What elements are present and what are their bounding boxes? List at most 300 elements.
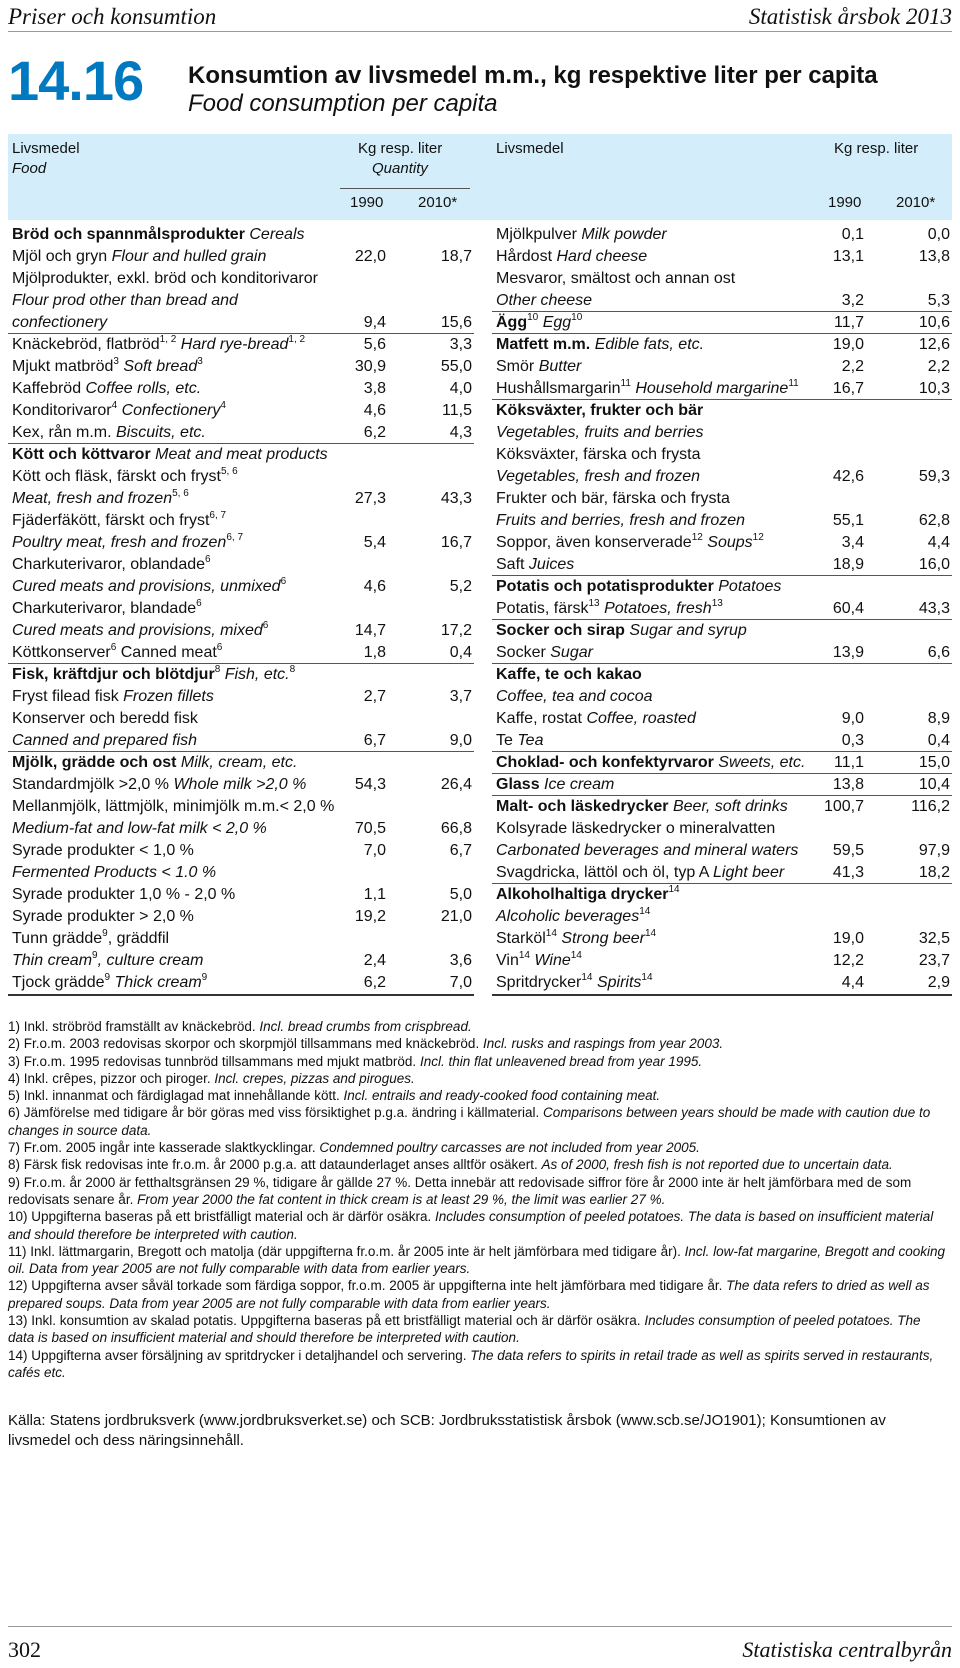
- label-sv: Kött och fläsk, färskt och fryst: [12, 468, 221, 485]
- table-row: [8, 290, 474, 312]
- table-row: [492, 576, 952, 598]
- row-label: [12, 466, 238, 488]
- table-row: [8, 796, 474, 818]
- page-header: [8, 0, 952, 32]
- label-sv: Knäckebröd, flatbröd: [12, 336, 160, 353]
- value-2010: 15,6: [440, 314, 472, 331]
- footnote-ref: 13: [588, 598, 600, 609]
- label-en: Meat and meat products: [155, 446, 328, 463]
- row-label: [12, 554, 211, 576]
- value-1990: 3,4: [841, 534, 864, 551]
- value-1990: 11,1: [834, 754, 864, 771]
- label-en-cont: , culture cream: [97, 952, 204, 969]
- table-row: [492, 422, 952, 444]
- footnote-ref: 12: [752, 532, 764, 543]
- value-1990: 4,6: [363, 578, 386, 595]
- row-label: [496, 686, 653, 708]
- value-2010: 15,0: [918, 754, 950, 771]
- table-row: [8, 950, 474, 972]
- footnote: [8, 1018, 948, 1035]
- value-1990: 6,2: [363, 974, 386, 991]
- table-row: [8, 224, 474, 246]
- footnote-sv: 14) Uppgifterna avser försäljning av spritdrycker i detaljhandel och servering.: [8, 1347, 467, 1363]
- row-label: [12, 576, 286, 598]
- row-label: [496, 752, 805, 774]
- footnote-ref: 11: [620, 378, 631, 389]
- row-label: [12, 334, 305, 356]
- value-1990: 70,5: [354, 820, 386, 837]
- row-label: [496, 224, 667, 246]
- value-1990: 19,0: [832, 336, 864, 353]
- table-row: [8, 356, 474, 378]
- table-row: [492, 796, 952, 818]
- footnote-ref: 5, 6: [172, 488, 189, 499]
- value-2010: 10,4: [918, 776, 950, 793]
- value-1990: 0,3: [841, 732, 864, 749]
- row-label: [496, 356, 581, 378]
- value-2010: 7,0: [449, 974, 472, 991]
- row-label: [12, 950, 203, 972]
- value-1990: 5,4: [363, 534, 386, 551]
- value-2010: 3,3: [449, 336, 472, 353]
- page-number: 302: [8, 1637, 41, 1662]
- footnote: [8, 1070, 948, 1087]
- row-label: [496, 818, 775, 840]
- table-row: [492, 774, 952, 796]
- row-label: [12, 928, 169, 950]
- label-en: Beer, soft drinks: [672, 798, 788, 815]
- row-label: [12, 862, 216, 884]
- row-label: [12, 312, 107, 334]
- value-1990: 13,9: [832, 644, 864, 661]
- label-sv: Köksväxter, frukter och bär: [496, 402, 704, 419]
- value-1990: 6,7: [363, 732, 386, 749]
- value-2010: 32,5: [918, 930, 950, 947]
- footnote-ref: 3: [197, 356, 203, 367]
- label-en: Sugar: [550, 644, 593, 661]
- row-label: [12, 510, 226, 532]
- col-year-2010-right: 2010*: [896, 194, 936, 211]
- footnote-en: The data refers to dried as well as prepared soups. Data from year 2005 are not fully comparable with data from earlier years.: [8, 1278, 930, 1311]
- footnote-ref: 13: [711, 598, 723, 609]
- footnote-ref: 6: [196, 598, 202, 609]
- footnote-ref: 6, 7: [226, 532, 244, 543]
- value-2010: 43,3: [918, 600, 950, 617]
- col-year-2010: 2010*: [418, 194, 458, 211]
- table-row: [8, 752, 474, 774]
- label-en: Flour and hulled grain: [111, 248, 267, 265]
- row-label: [496, 466, 700, 488]
- label-en: Medium-fat and low-fat milk < 2,0 %: [12, 820, 267, 837]
- footnote-en: Incl. bread crumbs from crispbread.: [259, 1019, 472, 1034]
- value-2010: 6,6: [927, 644, 950, 661]
- table-row: [492, 752, 952, 774]
- table-row: [8, 510, 474, 532]
- label-sv: Köttkonserver: [12, 644, 111, 661]
- value-2010: 6,7: [449, 842, 472, 859]
- row-label: [12, 488, 189, 510]
- col-year-1990: 1990: [350, 194, 384, 211]
- row-label: [12, 378, 201, 400]
- row-label: [496, 312, 582, 334]
- table-row: [492, 356, 952, 378]
- label-sv: Tunn grädde: [12, 930, 103, 947]
- table-row: [8, 312, 474, 334]
- footnote-ref: 3: [113, 356, 119, 367]
- value-1990: 2,4: [363, 952, 386, 969]
- table-row: [8, 620, 474, 642]
- label-sv: Alkoholhaltiga drycker: [496, 886, 669, 903]
- footnote-ref: 10: [571, 312, 583, 323]
- footnote-en: Incl. low-fat margarine, Bregott and cooking oil. Data from year 2005 are not fully comparable with data from earlier years.: [8, 1243, 945, 1277]
- footnote: [8, 1156, 948, 1173]
- value-2010: 4,0: [449, 380, 472, 397]
- footnote-ref: 11: [788, 378, 799, 389]
- label-sv: Spritdrycker: [496, 974, 582, 991]
- row-label: [12, 752, 297, 774]
- label-en: Fermented Products < 1.0 %: [12, 864, 217, 881]
- table-row: [492, 620, 952, 642]
- label-sv: Bröd och spannmålsprodukter: [12, 226, 245, 243]
- value-1990: 4,4: [841, 974, 864, 991]
- label-sv: Syrade produkter > 2,0 %: [12, 908, 194, 925]
- table-row: [492, 972, 952, 994]
- col-food-en: Food: [12, 160, 47, 177]
- table-row: [8, 400, 474, 422]
- footnote: [8, 1035, 948, 1052]
- row-label: [12, 290, 238, 312]
- label-en: Coffee, tea and cocoa: [496, 688, 653, 705]
- table-row: [8, 532, 474, 554]
- label-sv: Tjock grädde: [12, 974, 105, 991]
- footnote-sv: 3) Fr.o.m. 1995 redovisas tunnbröd tillsammans med mjukt matbröd.: [8, 1053, 417, 1069]
- row-label: [12, 620, 268, 642]
- row-label: [12, 532, 243, 554]
- table-row: [492, 312, 952, 334]
- header-divider-left: [340, 188, 470, 189]
- section-title: Priser och konsumtion: [8, 4, 217, 29]
- label-en: Whole milk >2,0 %: [173, 776, 307, 793]
- row-label: [496, 774, 614, 796]
- label-en: Fish, etc.: [224, 666, 290, 683]
- footnote-en: Comparisons between years should be made with caution due to changes in source data.: [8, 1105, 931, 1138]
- value-1990: 55,1: [832, 512, 864, 529]
- value-2010: 97,9: [918, 842, 950, 859]
- label-en: Thick cream: [114, 974, 202, 991]
- footnote-ref: 1, 2: [159, 334, 177, 345]
- value-1990: 3,2: [841, 292, 864, 309]
- label-en: Vegetables, fruits and berries: [496, 424, 704, 441]
- label-sv: Kött och köttvaror: [12, 446, 151, 463]
- label-en: Ice cream: [544, 776, 615, 793]
- row-label: [496, 268, 735, 290]
- table-row: [492, 862, 952, 884]
- footnote: [8, 1208, 948, 1243]
- table-row: [8, 576, 474, 598]
- footnote-ref: 9: [201, 972, 208, 983]
- footnote-en: Condemned poultry carcasses are not included from year 2005.: [319, 1140, 700, 1156]
- value-2010: 10,3: [918, 380, 950, 397]
- label-sv: Mjölprodukter, exkl. bröd och konditorivaror: [12, 270, 318, 287]
- table-row: [492, 598, 952, 620]
- table-row: [492, 444, 952, 466]
- label-sv: Mjöl och gryn: [12, 248, 108, 265]
- table-row: [8, 554, 474, 576]
- table-row: [8, 906, 474, 928]
- footnote-ref: 1, 2: [288, 334, 306, 345]
- table-row: [8, 488, 474, 510]
- label-sv: Te: [496, 732, 513, 749]
- row-label: [496, 378, 799, 400]
- label-en: confectionery: [12, 314, 108, 331]
- label-sv: Konserver och beredd fisk: [12, 710, 198, 727]
- value-1990: 54,3: [354, 776, 386, 793]
- row-label: [12, 444, 328, 466]
- footnote-sv: 7) Fr.om. 2005 ingår inte kasserade slaktkycklingar.: [8, 1140, 316, 1156]
- footnote-en: From year 2000 the fat content in thick cream is at least 29 %, the limit was earlier 27 %.: [137, 1191, 666, 1207]
- label-en: Edible fats, etc.: [594, 336, 705, 353]
- page-footer: [8, 1626, 952, 1668]
- table-row: [8, 862, 474, 884]
- row-label: [12, 774, 306, 796]
- footnote-ref: 14: [545, 928, 557, 939]
- label-sv: Fjäderfäkött, färskt och fryst: [12, 512, 210, 529]
- footnote: [8, 1053, 948, 1070]
- label-sv: Vin: [496, 952, 519, 969]
- table-row: [8, 818, 474, 840]
- value-2010: 3,7: [449, 688, 472, 705]
- row-label: [496, 422, 704, 444]
- label-en: Cured meats and provisions, mixed: [12, 622, 263, 639]
- label-en: Household margarine: [635, 380, 789, 397]
- footnote-ref: 6: [205, 554, 211, 565]
- label-en: Light beer: [713, 864, 785, 881]
- row-label: [12, 796, 334, 818]
- table-row: [8, 708, 474, 730]
- value-1990: 1,1: [363, 886, 386, 903]
- row-label: [496, 598, 723, 620]
- row-label: [12, 642, 222, 664]
- table-row: [8, 840, 474, 862]
- table-row: [8, 598, 474, 620]
- row-label: [496, 972, 653, 994]
- value-1990: 12,2: [832, 952, 864, 969]
- footnote-sv: 4) Inkl. crêpes, pizzor och piroger.: [8, 1070, 211, 1086]
- value-2010: 0,0: [927, 226, 950, 243]
- table-header: [8, 134, 952, 220]
- label-sv: Kex, rån m.m.: [12, 424, 112, 441]
- footnote-en: Incl. entrails and ready-cooked food containing meat.: [343, 1088, 661, 1104]
- col-year-1990-right: 1990: [828, 194, 862, 211]
- footnote-en: Includes consumption of peeled potatoes. The data is based on insufficient material and should therefore be interpreted with caution.: [8, 1313, 921, 1346]
- label-en: Coffee rolls, etc.: [85, 380, 202, 397]
- label-en: Hard cheese: [556, 248, 648, 265]
- table-row: [8, 730, 474, 752]
- table-row: [8, 928, 474, 950]
- table-row: [492, 466, 952, 488]
- footnote-en: The data refers to spirits in retail trade as well as spirits served in restaurants, cafés etc.: [8, 1347, 934, 1380]
- table-row: [492, 532, 952, 554]
- row-label: [496, 950, 582, 972]
- table-row: [492, 510, 952, 532]
- value-2010: 2,9: [927, 974, 950, 991]
- label-sv: Charkuterivaror, blandade: [12, 600, 197, 617]
- table-title-sv: Konsumtion av livsmedel m.m., kg respektive liter per capita: [188, 62, 878, 89]
- value-2010: 3,6: [449, 952, 472, 969]
- table-row: [8, 774, 474, 796]
- footnote-ref: 6, 7: [209, 510, 227, 521]
- label-en: Potatoes: [718, 578, 782, 595]
- value-1990: 4,6: [363, 402, 386, 419]
- label-sv: Smör: [496, 358, 535, 375]
- row-label: [12, 972, 207, 994]
- label-en: Tea: [517, 732, 544, 749]
- value-2010: 12,6: [918, 336, 950, 353]
- table-row: [492, 378, 952, 400]
- value-1990: 7,0: [363, 842, 386, 859]
- row-label: [12, 818, 267, 840]
- footnote-sv: 13) Inkl. konsumtion av skalad potatis. Uppgifterna baseras på ett bristfälligt material och är därför osäkra.: [8, 1313, 641, 1329]
- footnote-ref: 14: [570, 950, 582, 961]
- table-number: 14.16: [8, 49, 144, 112]
- label-en: Milk, cream, etc.: [180, 754, 298, 771]
- label-sv: Charkuterivaror, oblandade: [12, 556, 206, 573]
- footnote-ref: 6: [216, 642, 223, 653]
- publisher: Statistiska centralbyrån: [742, 1637, 952, 1662]
- row-label: [12, 224, 305, 246]
- value-2010: 18,2: [918, 864, 950, 881]
- row-label: [496, 664, 642, 686]
- table-row: [492, 686, 952, 708]
- footnote: [8, 1312, 948, 1347]
- label-en: Carbonated beverages and mineral waters: [496, 842, 799, 859]
- row-label: [12, 400, 226, 422]
- label-sv: Fisk, kräftdjur och blötdjur: [12, 666, 215, 683]
- label-sv: Kaffebröd: [12, 380, 82, 397]
- label-sv: Mjölk, grädde och ost: [12, 754, 177, 771]
- label-en: Potatoes, fresh: [604, 600, 712, 617]
- footnote: [8, 1174, 948, 1209]
- label-sv: Ägg: [496, 314, 528, 331]
- table-row: [492, 818, 952, 840]
- value-1990: 60,4: [832, 600, 864, 617]
- row-label: [496, 884, 680, 906]
- label-sv: Kolsyrade läskedrycker o mineralvatten: [496, 820, 776, 837]
- label-sv: Malt- och läskedrycker: [496, 798, 669, 815]
- row-label: [496, 290, 592, 312]
- table-row: [8, 466, 474, 488]
- row-label: [12, 598, 202, 620]
- value-1990: 19,2: [354, 908, 386, 925]
- value-2010: 66,8: [440, 820, 472, 837]
- row-label: [496, 488, 730, 510]
- table-row: [8, 422, 474, 444]
- label-en: Milk powder: [581, 226, 667, 243]
- label-en: Juices: [528, 556, 575, 573]
- table-row: [8, 268, 474, 290]
- value-1990: 0,1: [841, 226, 864, 243]
- value-1990: 13,1: [832, 248, 864, 265]
- row-label: [496, 840, 798, 862]
- footnote-en: Incl. thin flat unleavened bread from year 1995.: [419, 1053, 703, 1069]
- value-2010: 0,4: [927, 732, 950, 749]
- table-left-column: [8, 224, 474, 996]
- col-food-sv-right: Livsmedel: [496, 140, 564, 157]
- footnote-ref: 8: [214, 664, 221, 675]
- label-sv: Mesvaror, smältost och annan ost: [496, 270, 736, 287]
- value-2010: 43,3: [440, 490, 472, 507]
- col-qty-sv-right: Kg resp. liter: [834, 140, 919, 157]
- value-1990: 16,7: [832, 380, 864, 397]
- value-1990: 18,9: [832, 556, 864, 573]
- label-en: Other cheese: [496, 292, 593, 309]
- footnote-ref: 12: [691, 532, 703, 543]
- label-en: Confectionery: [121, 402, 221, 419]
- table-row: [492, 906, 952, 928]
- row-label: [12, 686, 214, 708]
- table-row: [492, 642, 952, 664]
- table-row: [8, 334, 474, 356]
- label-en: Soft bread: [123, 358, 198, 375]
- footnote-ref: 6: [262, 620, 269, 631]
- value-1990: 27,3: [354, 490, 386, 507]
- value-1990: 100,7: [823, 798, 864, 815]
- label-sv: Socker och sirap: [496, 622, 625, 639]
- label-sv-cont: , gräddfil: [107, 930, 170, 947]
- row-label: [496, 400, 703, 422]
- label-sv-extra: Canned meat: [120, 644, 217, 661]
- value-1990: 41,3: [832, 864, 864, 881]
- label-en: Flour prod other than bread and: [12, 292, 238, 309]
- table-row: [8, 444, 474, 466]
- table-row: [8, 884, 474, 906]
- row-label: [496, 620, 747, 642]
- label-sv: Syrade produkter < 1,0 %: [12, 842, 194, 859]
- label-en: Wine: [534, 952, 571, 969]
- value-2010: 21,0: [440, 908, 472, 925]
- row-label: [496, 554, 574, 576]
- label-sv: Potatis och potatisprodukter: [496, 578, 714, 595]
- footnote-ref: 14: [581, 972, 593, 983]
- value-2010: 2,2: [927, 358, 950, 375]
- footnote-ref: 14: [644, 928, 657, 939]
- footnote-sv: 10) Uppgifterna baseras på ett bristfälligt material och är därför osäkra.: [8, 1209, 432, 1225]
- label-sv: Potatis, färsk: [496, 600, 589, 617]
- label-sv: Soppor, även konserverade: [496, 534, 692, 551]
- footnote-sv: 2) Fr.o.m. 2003 redovisas skorpor och skorpmjöl tillsammans med knäckebröd.: [8, 1036, 480, 1052]
- label-en: Cured meats and provisions, unmixed: [12, 578, 281, 595]
- table-row: [492, 950, 952, 972]
- footnote-ref: 14: [668, 884, 680, 895]
- table-row: [8, 972, 474, 994]
- label-sv: Mellanmjölk, lättmjölk, minimjölk m.m.< 2,0 %: [12, 798, 335, 815]
- label-sv: Starköl: [496, 930, 546, 947]
- label-en: Spirits: [596, 974, 642, 991]
- table-row: [8, 246, 474, 268]
- table-row: [492, 268, 952, 290]
- publication-title: Statistisk årsbok 2013: [748, 4, 952, 29]
- value-2010: 17,2: [440, 622, 472, 639]
- value-2010: 59,3: [918, 468, 950, 485]
- value-2010: 23,7: [918, 952, 950, 969]
- footnote-sv: 6) Jämförelse med tidigare år bör göras med viss försiktighet p.g.a. ändring i källmaterial.: [8, 1105, 540, 1121]
- footnote-sv: 12) Uppgifterna avser såväl torkade som färdiga soppor, fr.o.m. 2005 är uppgifterna inte helt jämförbara med tidigare år.: [8, 1278, 723, 1294]
- row-label: [12, 246, 266, 268]
- row-label: [496, 862, 784, 884]
- value-1990: 13,8: [832, 776, 864, 793]
- label-en: Biscuits, etc.: [116, 424, 206, 441]
- source-note: Källa: Statens jordbruksverk (www.jordbruksverket.se) och SCB: Jordbruksstatistisk årsbok (www.scb.se/JO1901); Konsumtionen av livsmedel och dess näringsinnehåll.: [8, 1412, 886, 1449]
